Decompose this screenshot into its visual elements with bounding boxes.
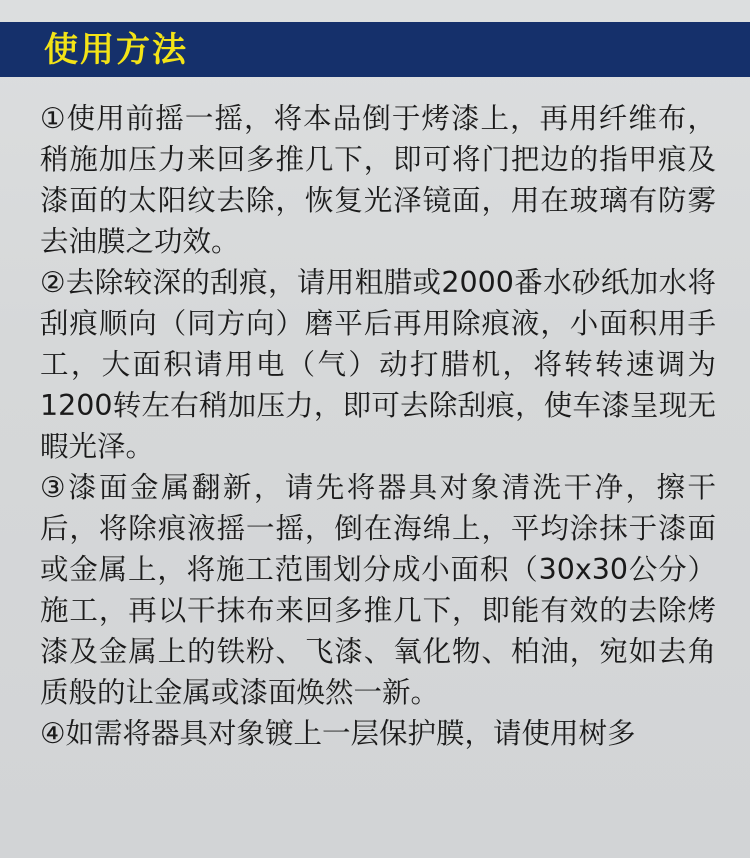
- instructions-body: [40, 98, 716, 754]
- instruction-paragraph-3: ③漆面金属翻新，请先将器具对象清洗干净，擦干后，将除痕液摇一摇，倒在海绵上，平均涂抹于漆面或金属上，将施工范围划分成小面积（30x30公分）施工，再以干抹布来回多推几下，即能有效的去除烤漆及金属上的铁粉、飞漆、氧化物、柏油，宛如去角质般的让金属或漆面焕然一新。: [40, 471, 716, 709]
- section-header-bar: [0, 22, 750, 77]
- instruction-paragraph-4: ④如需将器具对象镀上一层保护膜，请使用树多: [40, 717, 636, 750]
- instruction-paragraph-1: ①使用前摇一摇，将本品倒于烤漆上，再用纤维布，稍施加压力来回多推几下，即可将门把边的指甲痕及漆面的太阳纹去除，恢复光泽镜面，用在玻璃有防雾去油膜之功效。: [40, 102, 716, 258]
- page-title: 使用方法: [44, 29, 188, 70]
- instruction-paragraph-2: ②去除较深的刮痕，请用粗腊或2000番水砂纸加水将刮痕顺向（同方向）磨平后再用除痕液，小面积用手工，大面积请用电（气）动打腊机，将转转速调为1200转左右稍加压力，即可去除刮痕，使车漆呈现无暇光泽。: [40, 266, 716, 463]
